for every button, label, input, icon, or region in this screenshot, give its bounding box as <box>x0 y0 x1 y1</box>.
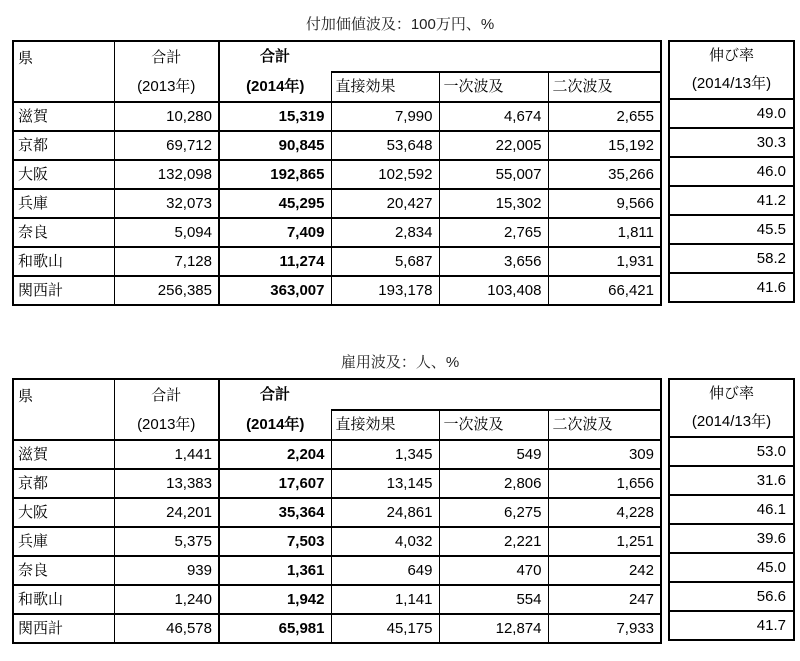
direct-effect-cell: 7,990 <box>331 102 439 131</box>
table-row <box>669 524 794 553</box>
secondary-ripple-cell: 247 <box>548 585 661 614</box>
growth-rate-cell: 45.0 <box>669 553 794 582</box>
primary-ripple-cell: 103,408 <box>439 276 548 305</box>
primary-ripple-cell: 12,874 <box>439 614 548 643</box>
prefecture-cell: 大阪 <box>13 160 114 189</box>
primary-ripple-header-cell: 一次波及 <box>439 410 548 440</box>
total-2013-cell: 5,375 <box>114 527 219 556</box>
growth-rate-table <box>668 378 795 641</box>
total-2014-cell: 45,295 <box>219 189 331 218</box>
prefecture-cell: 関西計 <box>13 614 114 643</box>
growth-rate-header-cell <box>669 41 794 99</box>
table-row <box>13 189 661 218</box>
table-row <box>669 99 794 128</box>
direct-effect-cell: 2,834 <box>331 218 439 247</box>
secondary-ripple-cell: 7,933 <box>548 614 661 643</box>
secondary-ripple-cell: 9,566 <box>548 189 661 218</box>
secondary-ripple-cell: 2,655 <box>548 102 661 131</box>
total-2013-cell: 132,098 <box>114 160 219 189</box>
total-2014-cell: 15,319 <box>219 102 331 131</box>
secondary-ripple-cell: 1,811 <box>548 218 661 247</box>
table-row <box>669 273 794 302</box>
table-title: 付加価値波及：100万円、% <box>305 16 495 33</box>
total-2014-cell: 11,274 <box>219 247 331 276</box>
direct-effect-cell: 193,178 <box>331 276 439 305</box>
employment-table <box>12 378 662 644</box>
prefecture-cell: 奈良 <box>13 556 114 585</box>
growth-rate-cell: 53.0 <box>669 437 794 466</box>
total-2014-cell: 192,865 <box>219 160 331 189</box>
table-row <box>13 160 661 189</box>
table-row <box>669 437 794 466</box>
secondary-ripple-cell: 1,251 <box>548 527 661 556</box>
total-2014-cell: 17,607 <box>219 469 331 498</box>
primary-ripple-cell: 470 <box>439 556 548 585</box>
total-2013-cell: 46,578 <box>114 614 219 643</box>
growth-rate-header-line2: (2014/13年) <box>691 413 772 430</box>
total-2013-cell: 5,094 <box>114 218 219 247</box>
prefecture-cell: 和歌山 <box>13 247 114 276</box>
growth-rate-header-line1: 伸び率 <box>708 385 754 402</box>
table-row <box>669 215 794 244</box>
direct-effect-header-cell: 直接効果 <box>331 72 439 102</box>
growth-rate-header-line2: (2014/13年) <box>691 75 772 92</box>
growth-rate-table <box>668 40 795 303</box>
direct-effect-cell: 4,032 <box>331 527 439 556</box>
total-2014-group-header-cell <box>219 41 661 72</box>
growth-rate-cell: 46.1 <box>669 495 794 524</box>
direct-effect-cell: 1,141 <box>331 585 439 614</box>
primary-ripple-header-cell: 一次波及 <box>439 72 548 102</box>
secondary-ripple-header-cell: 二次波及 <box>548 410 661 440</box>
prefecture-cell: 大阪 <box>13 498 114 527</box>
growth-rate-cell: 31.6 <box>669 466 794 495</box>
total-2014-cell: 35,364 <box>219 498 331 527</box>
table-row <box>13 102 661 131</box>
total-2013-header-line1: 合計 <box>151 386 182 404</box>
growth-rate-header-line1: 伸び率 <box>708 47 754 64</box>
total-2013-header-cell <box>114 41 219 102</box>
growth-rate-cell: 39.6 <box>669 524 794 553</box>
total-2013-cell: 1,240 <box>114 585 219 614</box>
secondary-ripple-cell: 1,931 <box>548 247 661 276</box>
direct-effect-cell: 1,345 <box>331 440 439 469</box>
total-2013-header-line1: 合計 <box>151 48 182 66</box>
primary-ripple-cell: 2,806 <box>439 469 548 498</box>
table-row <box>669 157 794 186</box>
prefecture-cell: 兵庫 <box>13 527 114 556</box>
growth-rate-cell: 45.5 <box>669 215 794 244</box>
direct-effect-cell: 24,861 <box>331 498 439 527</box>
table-row <box>13 614 661 643</box>
table-title: 雇用波及：人、% <box>340 354 460 371</box>
total-2013-header-line2: (2013年) <box>137 415 196 433</box>
growth-rate-cell: 41.6 <box>669 273 794 302</box>
total-2014-header-line1: 合計 <box>259 386 290 403</box>
primary-ripple-cell: 549 <box>439 440 548 469</box>
total-2014-cell: 7,409 <box>219 218 331 247</box>
total-2013-cell: 69,712 <box>114 131 219 160</box>
total-2014-cell: 2,204 <box>219 440 331 469</box>
total-2014-cell: 1,942 <box>219 585 331 614</box>
direct-effect-cell: 102,592 <box>331 160 439 189</box>
table-row <box>669 466 794 495</box>
primary-ripple-cell: 55,007 <box>439 160 548 189</box>
growth-rate-cell: 58.2 <box>669 244 794 273</box>
total-2013-cell: 24,201 <box>114 498 219 527</box>
growth-rate-cell: 56.6 <box>669 582 794 611</box>
growth-rate-cell: 41.2 <box>669 186 794 215</box>
total-2014-cell: 7,503 <box>219 527 331 556</box>
secondary-ripple-cell: 1,656 <box>548 469 661 498</box>
table-row <box>669 553 794 582</box>
total-2013-cell: 32,073 <box>114 189 219 218</box>
value-added-table <box>12 40 662 306</box>
prefecture-cell: 兵庫 <box>13 189 114 218</box>
prefecture-header-cell: 県 <box>13 41 114 102</box>
total-2014-cell: 363,007 <box>219 276 331 305</box>
table-row <box>13 585 661 614</box>
table-row <box>669 186 794 215</box>
table-row <box>669 244 794 273</box>
growth-rate-header-cell <box>669 379 794 437</box>
direct-effect-cell: 20,427 <box>331 189 439 218</box>
prefecture-cell: 関西計 <box>13 276 114 305</box>
total-2014-cell: 90,845 <box>219 131 331 160</box>
total-2013-cell: 256,385 <box>114 276 219 305</box>
table-row <box>13 131 661 160</box>
secondary-ripple-cell: 66,421 <box>548 276 661 305</box>
direct-effect-cell: 5,687 <box>331 247 439 276</box>
total-2014-header-line2: (2014年) <box>219 72 331 102</box>
table-row <box>669 128 794 157</box>
table-row <box>13 218 661 247</box>
direct-effect-cell: 53,648 <box>331 131 439 160</box>
table-row <box>13 527 661 556</box>
table-row <box>13 469 661 498</box>
direct-effect-header-cell: 直接効果 <box>331 410 439 440</box>
primary-ripple-cell: 15,302 <box>439 189 548 218</box>
primary-ripple-cell: 2,221 <box>439 527 548 556</box>
primary-ripple-cell: 554 <box>439 585 548 614</box>
table-row <box>13 276 661 305</box>
secondary-ripple-cell: 4,228 <box>548 498 661 527</box>
secondary-ripple-cell: 35,266 <box>548 160 661 189</box>
total-2014-cell: 65,981 <box>219 614 331 643</box>
direct-effect-cell: 649 <box>331 556 439 585</box>
primary-ripple-cell: 4,674 <box>439 102 548 131</box>
primary-ripple-cell: 2,765 <box>439 218 548 247</box>
total-2014-group-header-cell <box>219 379 661 410</box>
growth-rate-cell: 41.7 <box>669 611 794 640</box>
direct-effect-cell: 45,175 <box>331 614 439 643</box>
total-2014-header-line2: (2014年) <box>219 410 331 440</box>
prefecture-cell: 滋賀 <box>13 440 114 469</box>
prefecture-cell: 京都 <box>13 469 114 498</box>
growth-rate-cell: 49.0 <box>669 99 794 128</box>
total-2013-cell: 939 <box>114 556 219 585</box>
total-2013-cell: 1,441 <box>114 440 219 469</box>
prefecture-cell: 京都 <box>13 131 114 160</box>
prefecture-cell: 和歌山 <box>13 585 114 614</box>
secondary-ripple-header-cell: 二次波及 <box>548 72 661 102</box>
total-2014-header-line1: 合計 <box>259 48 290 65</box>
prefecture-cell: 奈良 <box>13 218 114 247</box>
total-2013-cell: 13,383 <box>114 469 219 498</box>
prefecture-cell: 滋賀 <box>13 102 114 131</box>
table-row <box>669 611 794 640</box>
table-row <box>13 556 661 585</box>
secondary-ripple-cell: 309 <box>548 440 661 469</box>
total-2013-cell: 10,280 <box>114 102 219 131</box>
total-2013-header-cell <box>114 379 219 440</box>
table-row <box>13 247 661 276</box>
growth-rate-cell: 30.3 <box>669 128 794 157</box>
total-2013-cell: 7,128 <box>114 247 219 276</box>
growth-rate-cell: 46.0 <box>669 157 794 186</box>
table-row <box>669 495 794 524</box>
primary-ripple-cell: 6,275 <box>439 498 548 527</box>
table-row <box>13 498 661 527</box>
table-row <box>13 440 661 469</box>
primary-ripple-cell: 22,005 <box>439 131 548 160</box>
secondary-ripple-cell: 242 <box>548 556 661 585</box>
total-2013-header-line2: (2013年) <box>137 77 196 95</box>
secondary-ripple-cell: 15,192 <box>548 131 661 160</box>
direct-effect-cell: 13,145 <box>331 469 439 498</box>
primary-ripple-cell: 3,656 <box>439 247 548 276</box>
prefecture-header-cell: 県 <box>13 379 114 440</box>
total-2014-cell: 1,361 <box>219 556 331 585</box>
table-row <box>669 582 794 611</box>
